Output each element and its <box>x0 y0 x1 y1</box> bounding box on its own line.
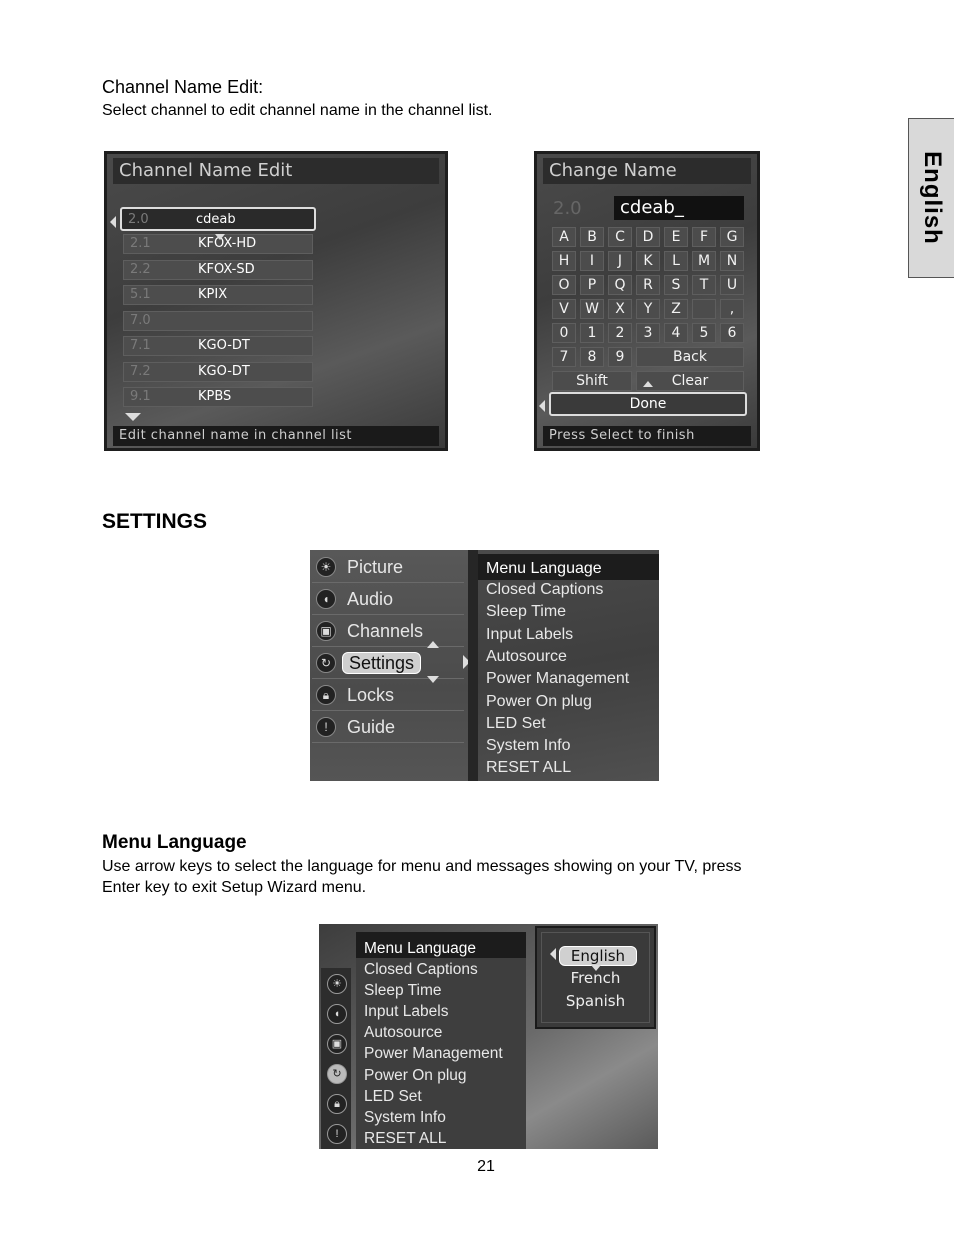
channel-row[interactable] <box>120 207 316 231</box>
menu-language-description-line2: Enter key to exit Setup Wizard menu. <box>102 879 367 896</box>
key-3[interactable]: 3 <box>636 323 660 343</box>
channel-number: 2.2 <box>130 261 151 277</box>
menu-item-label: Audio <box>347 589 394 609</box>
submenu-item[interactable]: Sleep Time <box>486 603 567 621</box>
side-tab-label: English <box>918 151 946 245</box>
key-F[interactable]: F <box>692 227 716 247</box>
key-M[interactable]: M <box>692 251 716 271</box>
key-V[interactable]: V <box>552 299 576 319</box>
submenu-item[interactable]: Input Labels <box>486 625 574 643</box>
menu-item-audio[interactable] <box>312 584 464 615</box>
settings-submenu-panel <box>478 550 659 781</box>
key-O[interactable]: O <box>552 275 576 295</box>
key-8[interactable]: 8 <box>580 347 604 367</box>
locks-icon: 🔒︎ <box>316 685 336 705</box>
channel-row[interactable] <box>123 285 313 305</box>
key-2[interactable]: 2 <box>608 323 632 343</box>
key-4[interactable]: 4 <box>664 323 688 343</box>
menu-language-description-line1: Use arrow keys to select the language for menu and messages showing on your TV, press <box>102 858 742 875</box>
channel-name: cdeab <box>196 212 236 227</box>
channel-number: 5.1 <box>130 287 151 302</box>
locks-icon[interactable]: 🔒︎ <box>327 1094 347 1114</box>
clear-button[interactable]: Clear <box>636 371 744 391</box>
submenu-item[interactable]: System Info <box>364 1108 446 1126</box>
submenu-item[interactable]: Closed Captions <box>486 581 604 598</box>
channel-row[interactable] <box>123 311 313 331</box>
left-arrow-icon <box>539 400 545 412</box>
submenu-item[interactable]: RESET ALL <box>486 759 572 777</box>
channel-name-edit-screen <box>104 151 448 451</box>
key-X[interactable]: X <box>608 299 632 319</box>
menu-item-label: Guide <box>347 717 396 737</box>
channel-number: 7.0 <box>130 312 151 328</box>
key-9[interactable]: 9 <box>608 347 632 367</box>
language-options-panel <box>535 926 656 1029</box>
channel-number: 7.2 <box>130 363 151 379</box>
submenu-item[interactable]: System Info <box>486 737 571 755</box>
menu-item-guide[interactable] <box>312 712 464 743</box>
key-E[interactable]: E <box>664 227 688 247</box>
key-5[interactable]: 5 <box>692 323 716 343</box>
submenu-item[interactable]: LED Set <box>364 1087 422 1105</box>
submenu-item[interactable]: Power Management <box>486 670 630 688</box>
key-S[interactable]: S <box>664 275 688 295</box>
menu-item-label: Locks <box>347 685 395 705</box>
shift-button[interactable]: Shift <box>552 371 632 391</box>
back-button[interactable]: Back <box>636 347 744 367</box>
up-arrow-icon <box>427 641 439 648</box>
channel-name: KFOX-HD <box>198 236 257 251</box>
channel-row[interactable] <box>123 336 313 356</box>
menu-item-label: Picture <box>347 557 404 577</box>
channel-name: KFOX-SD <box>198 261 255 277</box>
channel-name-edit-description: Select channel to edit channel name in the channel list. <box>102 102 493 119</box>
channel-number: 9.1 <box>130 389 151 404</box>
submenu-item[interactable]: Input Labels <box>364 1003 449 1021</box>
submenu-item[interactable]: Autosource <box>364 1024 443 1042</box>
menu-language-heading: Menu Language <box>102 832 247 853</box>
scroll-down-icon[interactable] <box>125 413 141 421</box>
channel-row[interactable] <box>123 387 313 407</box>
menu-divider <box>468 550 478 781</box>
language-side-tab <box>908 118 954 278</box>
key-W[interactable]: W <box>580 299 604 319</box>
submenu-item[interactable]: Power On plug <box>364 1066 467 1084</box>
key-blank[interactable] <box>692 299 716 319</box>
key-G[interactable]: G <box>720 227 744 247</box>
submenu-item[interactable]: Closed Captions <box>364 961 478 978</box>
channel-number: 2.1 <box>130 236 151 251</box>
settings-heading: SETTINGS <box>102 510 208 533</box>
guide-icon[interactable]: ! <box>327 1124 347 1144</box>
audio-icon: ◖ <box>316 589 336 609</box>
channel-name: KPIX <box>198 287 228 302</box>
channels-icon[interactable]: ▣ <box>327 1034 347 1054</box>
key-6[interactable]: 6 <box>720 323 744 343</box>
change-screen-title: Change Name <box>543 158 751 184</box>
key-N[interactable]: N <box>720 251 744 271</box>
key-Q[interactable]: Q <box>608 275 632 295</box>
language-submenu-panel <box>356 932 526 1149</box>
key-R[interactable]: R <box>636 275 660 295</box>
settings-icon: ↻ <box>316 653 336 673</box>
key-comma[interactable]: , <box>720 299 744 319</box>
key-7[interactable]: 7 <box>552 347 576 367</box>
menu-language-screen <box>319 924 658 1149</box>
up-arrow-icon <box>643 381 653 387</box>
settings-icon[interactable]: ↻ <box>327 1064 347 1084</box>
audio-icon[interactable]: ◖ <box>327 1004 347 1024</box>
done-button[interactable]: Done <box>549 392 747 416</box>
key-L[interactable]: L <box>664 251 688 271</box>
key-K[interactable]: K <box>636 251 660 271</box>
change-channel-number: 2.0 <box>553 198 582 219</box>
key-P[interactable]: P <box>580 275 604 295</box>
picture-icon[interactable]: ☀ <box>327 974 347 994</box>
icon-strip <box>321 968 351 1149</box>
channel-name-edit-heading: Channel Name Edit: <box>102 77 264 97</box>
key-H[interactable]: H <box>552 251 576 271</box>
key-A[interactable]: A <box>552 227 576 247</box>
down-arrow-icon <box>427 676 439 683</box>
submenu-item[interactable]: Menu Language <box>356 932 526 958</box>
submenu-item[interactable]: Autosource <box>486 647 567 665</box>
channel-screen-footer: Edit channel name in channel list <box>113 426 439 446</box>
channel-row[interactable] <box>123 362 313 382</box>
submenu-item[interactable]: RESET ALL <box>364 1129 447 1147</box>
submenu-item[interactable]: Sleep Time <box>364 982 442 1000</box>
down-arrow-icon <box>215 234 225 240</box>
key-U[interactable]: U <box>720 275 744 295</box>
language-option-french[interactable]: French <box>570 969 621 987</box>
key-J[interactable]: J <box>608 251 632 271</box>
key-D[interactable]: D <box>636 227 660 247</box>
guide-icon: ! <box>316 717 336 737</box>
key-Y[interactable]: Y <box>636 299 660 319</box>
channel-number: 7.1 <box>130 338 151 353</box>
change-name-screen <box>534 151 760 451</box>
menu-item-settings[interactable] <box>312 648 464 679</box>
left-arrow-icon <box>550 948 556 960</box>
language-option-english[interactable]: English <box>559 946 637 966</box>
submenu-item[interactable]: LED Set <box>486 714 546 732</box>
channel-name: KPBS <box>198 389 232 404</box>
change-screen-footer: Press Select to finish <box>543 426 751 446</box>
channels-icon: ▣ <box>316 621 336 641</box>
menu-item-label: Channels <box>347 621 424 641</box>
settings-menu-screen <box>310 550 659 781</box>
submenu-item[interactable]: Menu Language <box>478 554 659 580</box>
channel-number: 2.0 <box>128 212 149 227</box>
name-input-field[interactable]: cdeab_ <box>614 196 744 220</box>
key-Z[interactable]: Z <box>664 299 688 319</box>
left-arrow-icon <box>110 216 116 228</box>
menu-item-picture[interactable] <box>312 552 464 583</box>
key-0[interactable]: 0 <box>552 323 576 343</box>
menu-item-channels[interactable] <box>312 616 464 647</box>
main-menu-panel <box>310 550 468 781</box>
key-T[interactable]: T <box>692 275 716 295</box>
menu-item-label: Settings <box>342 652 421 674</box>
channel-screen-title: Channel Name Edit <box>113 158 439 184</box>
menu-item-locks[interactable] <box>312 680 464 711</box>
submenu-item[interactable]: Power On plug <box>486 692 592 710</box>
language-option-spanish[interactable]: Spanish <box>565 992 626 1010</box>
key-1[interactable]: 1 <box>580 323 604 343</box>
key-B[interactable]: B <box>580 227 604 247</box>
submenu-item[interactable]: Power Management <box>364 1045 503 1063</box>
channel-name: KGO-DT <box>198 338 250 353</box>
page-number: 21 <box>477 1158 495 1175</box>
key-I[interactable]: I <box>580 251 604 271</box>
channel-row[interactable] <box>123 260 313 280</box>
picture-icon: ☀ <box>316 557 336 577</box>
channel-name: KGO-DT <box>198 363 250 379</box>
key-C[interactable]: C <box>608 227 632 247</box>
